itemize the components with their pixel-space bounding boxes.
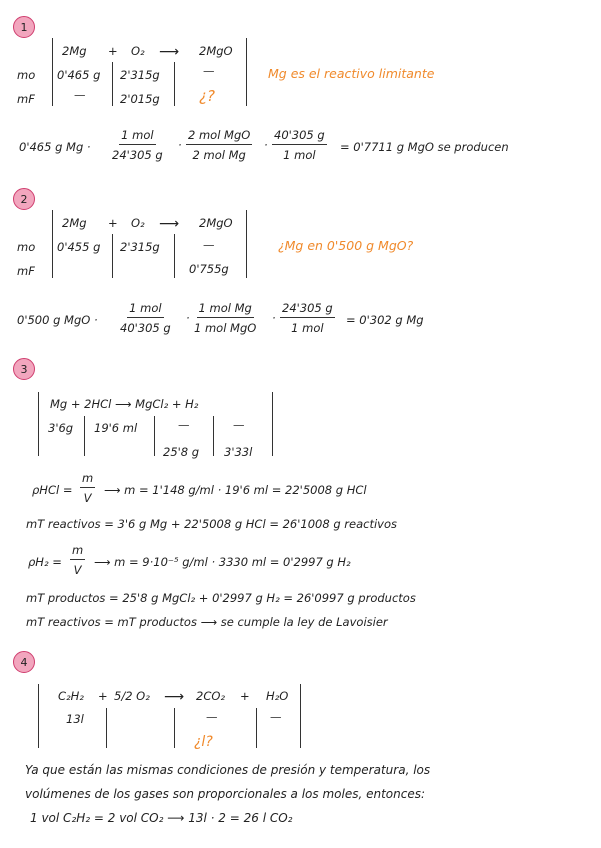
mass-initial: 0'455 g — [57, 240, 101, 254]
table-border — [272, 392, 273, 456]
mass-initial: 2'315g — [120, 240, 160, 254]
problem-number-badge — [13, 188, 35, 210]
table-border — [38, 392, 39, 456]
table-border — [300, 684, 301, 748]
conversion-factor — [272, 130, 327, 161]
factor-denominator: 1 mol MgO — [194, 320, 257, 335]
badge-label: 2 — [20, 192, 28, 206]
problem-number-badge — [13, 651, 35, 673]
reaction-arrow: ⟶ — [159, 216, 180, 232]
limiting-reagent-note: Mg es el reactivo limitante — [268, 66, 435, 81]
factor-numerator: 1 mol — [127, 303, 163, 318]
table-divider — [112, 234, 113, 278]
table-divider — [174, 708, 175, 748]
row-label-mf: mF — [17, 92, 35, 106]
factor-numerator: 2 mol MgO — [186, 130, 252, 145]
table-border — [246, 210, 247, 278]
dot-operator: · — [264, 138, 268, 152]
table-border — [246, 38, 247, 106]
dash: — — [233, 418, 245, 432]
unknown-volume: ¿l? — [194, 734, 213, 750]
calc-result: = 0'7711 g MgO se producen — [340, 140, 509, 154]
reaction-equation: Mg + 2HCl ⟶ MgCl₂ + H₂ — [50, 397, 199, 411]
explanation-line: volúmenes de los gases son proporcionales a los moles, entonces: — [25, 787, 426, 801]
factor-denominator: 24'305 g — [112, 147, 163, 162]
density-calc: ⟶ m = 9·10⁻⁵ g/ml · 3330 ml = 0'2997 g H₂ — [94, 555, 351, 569]
dash: — — [178, 418, 190, 432]
badge-label: 4 — [20, 655, 28, 669]
reaction-arrow: ⟶ — [164, 689, 185, 705]
factor-denominator: 2 mol Mg — [192, 147, 246, 162]
conversion-factor — [186, 130, 252, 161]
mass-initial: — — [203, 64, 215, 78]
table-divider — [256, 708, 257, 748]
factor-denominator: 1 mol — [291, 320, 324, 335]
total-products-line: mT productos = 25'8 g MgCl₂ + 0'2997 g H₂ = 26'0997 g productos — [26, 591, 416, 605]
fraction-denominator: V — [83, 490, 92, 505]
mass-initial: — — [203, 238, 215, 252]
dash: — — [270, 710, 282, 724]
factor-numerator: 24'305 g — [280, 303, 335, 318]
product-volume: 3'33l — [224, 445, 253, 459]
product-co2: 2CO₂ — [196, 689, 226, 703]
table-border — [38, 684, 39, 748]
mass-final: — — [74, 88, 86, 102]
factor-denominator: 40'305 g — [120, 320, 171, 335]
table-divider — [112, 62, 113, 106]
factor-numerator: 1 mol — [119, 130, 155, 145]
dot-operator: · — [178, 138, 182, 152]
conversion-factor — [280, 303, 335, 334]
plus-sign: + — [98, 689, 108, 703]
table-divider — [106, 708, 107, 748]
factor-denominator: 1 mol — [283, 147, 316, 162]
reactant-o2: O₂ — [131, 44, 145, 58]
reactant-mg: 2Mg — [62, 44, 87, 58]
factor-numerator: 40'305 g — [272, 130, 327, 145]
conversion-factor — [112, 130, 163, 161]
dash: — — [206, 710, 218, 724]
fraction-denominator: V — [73, 562, 82, 577]
mass-initial: 0'465 g — [57, 68, 101, 82]
problem-number-badge — [13, 358, 35, 380]
mass-final: 2'015g — [120, 92, 160, 106]
mass-final: 0'755g — [189, 262, 229, 276]
row-label-mo: mo — [17, 68, 36, 82]
total-reactants-line: mT reactivos = 3'6 g Mg + 22'5008 g HCl = 26'1008 g reactivos — [26, 517, 397, 531]
volume-given: 19'6 ml — [94, 421, 138, 435]
mass-initial: 2'315g — [120, 68, 160, 82]
unknown-mass: ¿? — [199, 87, 215, 105]
reaction-arrow: ⟶ — [159, 44, 180, 60]
row-label-mf: mF — [17, 264, 35, 278]
conversion-factor — [120, 303, 171, 334]
volume-given: 13l — [66, 712, 84, 726]
dot-operator: · — [272, 311, 276, 325]
table-divider — [84, 416, 85, 456]
density-fraction — [70, 545, 85, 576]
product-mass: 25'8 g — [163, 445, 200, 459]
fraction-numerator: m — [80, 473, 95, 488]
plus-sign: + — [240, 689, 250, 703]
calc-result: = 0'302 g Mg — [346, 313, 424, 327]
density-label: ρHCl = — [32, 483, 73, 497]
product-mgo: 2MgO — [199, 216, 233, 230]
conversion-factor — [194, 303, 256, 334]
question-note: ¿Mg en 0'500 g MgO? — [278, 238, 414, 253]
product-mgo: 2MgO — [199, 44, 233, 58]
reactant-c2h2: C₂H₂ — [58, 689, 84, 703]
calc-start: 0'465 g Mg · — [19, 140, 91, 154]
density-label: ρH₂ = — [28, 555, 62, 569]
volume-given: 3'6g — [48, 421, 74, 435]
density-calc: ⟶ m = 1'148 g/ml · 19'6 ml = 22'5008 g HCl — [104, 483, 367, 497]
row-label-mo: mo — [17, 240, 36, 254]
reactant-o2: O₂ — [131, 216, 145, 230]
problem-number-badge — [13, 16, 35, 38]
fraction-numerator: m — [70, 545, 85, 560]
factor-numerator: 1 mol Mg — [197, 303, 254, 318]
table-divider — [174, 234, 175, 278]
explanation-line: Ya que están las mismas condiciones de presión y temperatura, los — [25, 763, 431, 777]
reactant-o2: 5/2 O₂ — [114, 689, 150, 703]
plus-sign: + — [108, 216, 118, 230]
density-fraction — [80, 473, 95, 504]
dot-operator: · — [186, 311, 190, 325]
reactant-mg: 2Mg — [62, 216, 87, 230]
table-divider — [213, 416, 214, 456]
plus-sign: + — [108, 44, 118, 58]
table-border — [52, 38, 53, 106]
badge-label: 1 — [20, 20, 28, 34]
table-divider — [174, 62, 175, 106]
volume-relation-line: 1 vol C₂H₂ = 2 vol CO₂ ⟶ 13l · 2 = 26 l CO₂ — [30, 811, 293, 825]
lavoisier-line: mT reactivos = mT productos ⟶ se cumple la ley de Lavoisier — [26, 615, 388, 629]
table-divider — [154, 416, 155, 456]
badge-label: 3 — [20, 362, 28, 376]
product-h2o: H₂O — [266, 689, 289, 703]
calc-start: 0'500 g MgO · — [17, 313, 98, 327]
table-border — [52, 210, 53, 278]
